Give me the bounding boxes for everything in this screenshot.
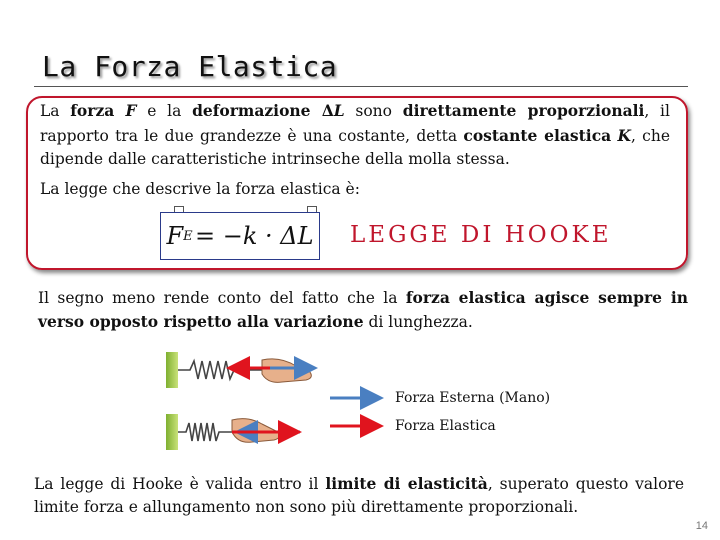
text-run: , che dipende dalle caratteristiche intrinseche della molla stessa. <box>40 126 670 168</box>
term-deformazione: deformazione <box>192 101 322 120</box>
text-run: Il segno meno rende conto del fatto che la <box>38 289 406 307</box>
term-costante-elastica: costante elastica <box>463 125 612 145</box>
symbol-delta: Δ <box>321 101 334 120</box>
validity-paragraph <box>34 472 684 519</box>
text-run: La legge di Hooke è valida entro il <box>34 475 326 493</box>
slide-title: La Forza Elastica <box>42 50 338 83</box>
term-forza: forza <box>70 101 126 120</box>
legend-external-label: Forza Esterna (Mano) <box>395 390 551 406</box>
symbol-f: F <box>125 101 137 120</box>
law-intro: La legge che descrive la forza elastica è: <box>40 180 360 198</box>
spring-icon <box>178 361 270 379</box>
symbol-l: L <box>333 101 345 120</box>
spring-icon <box>178 423 232 441</box>
stretched-spring-figure <box>166 352 312 388</box>
formula-rhs: = −k · ΔL <box>195 222 314 250</box>
symbol-k: K <box>617 125 631 145</box>
formula-subscript: E <box>183 228 193 244</box>
wall-icon <box>166 414 178 450</box>
text-run: , il rapporto tra le due grandezze è una costante, detta <box>40 102 670 145</box>
wall-icon <box>166 352 178 388</box>
text-run: di lunghezza. <box>363 313 473 331</box>
text-run: La <box>40 102 71 120</box>
page-number: 14 <box>695 520 708 532</box>
compressed-spring-figure <box>166 414 300 450</box>
term-proporzionali: direttamente proporzionali <box>402 101 645 120</box>
legend-elastic-label: Forza Elastica <box>395 418 496 434</box>
text-run: sono <box>344 102 403 120</box>
text-run: e la <box>136 102 193 120</box>
hand-icon <box>232 419 279 443</box>
hand-icon <box>262 359 311 382</box>
text-run: , superato questo valore limite forza e allungamento non sono più direttamente proporzionali. <box>34 475 684 516</box>
bold-run: limite di elasticità <box>325 474 488 493</box>
bold-run: forza elastica agisce sempre in verso opposto rispetto alla variazione <box>38 288 688 331</box>
formula-lhs: F <box>166 222 184 250</box>
law-name: LEGGE DI HOOKE <box>350 222 612 248</box>
